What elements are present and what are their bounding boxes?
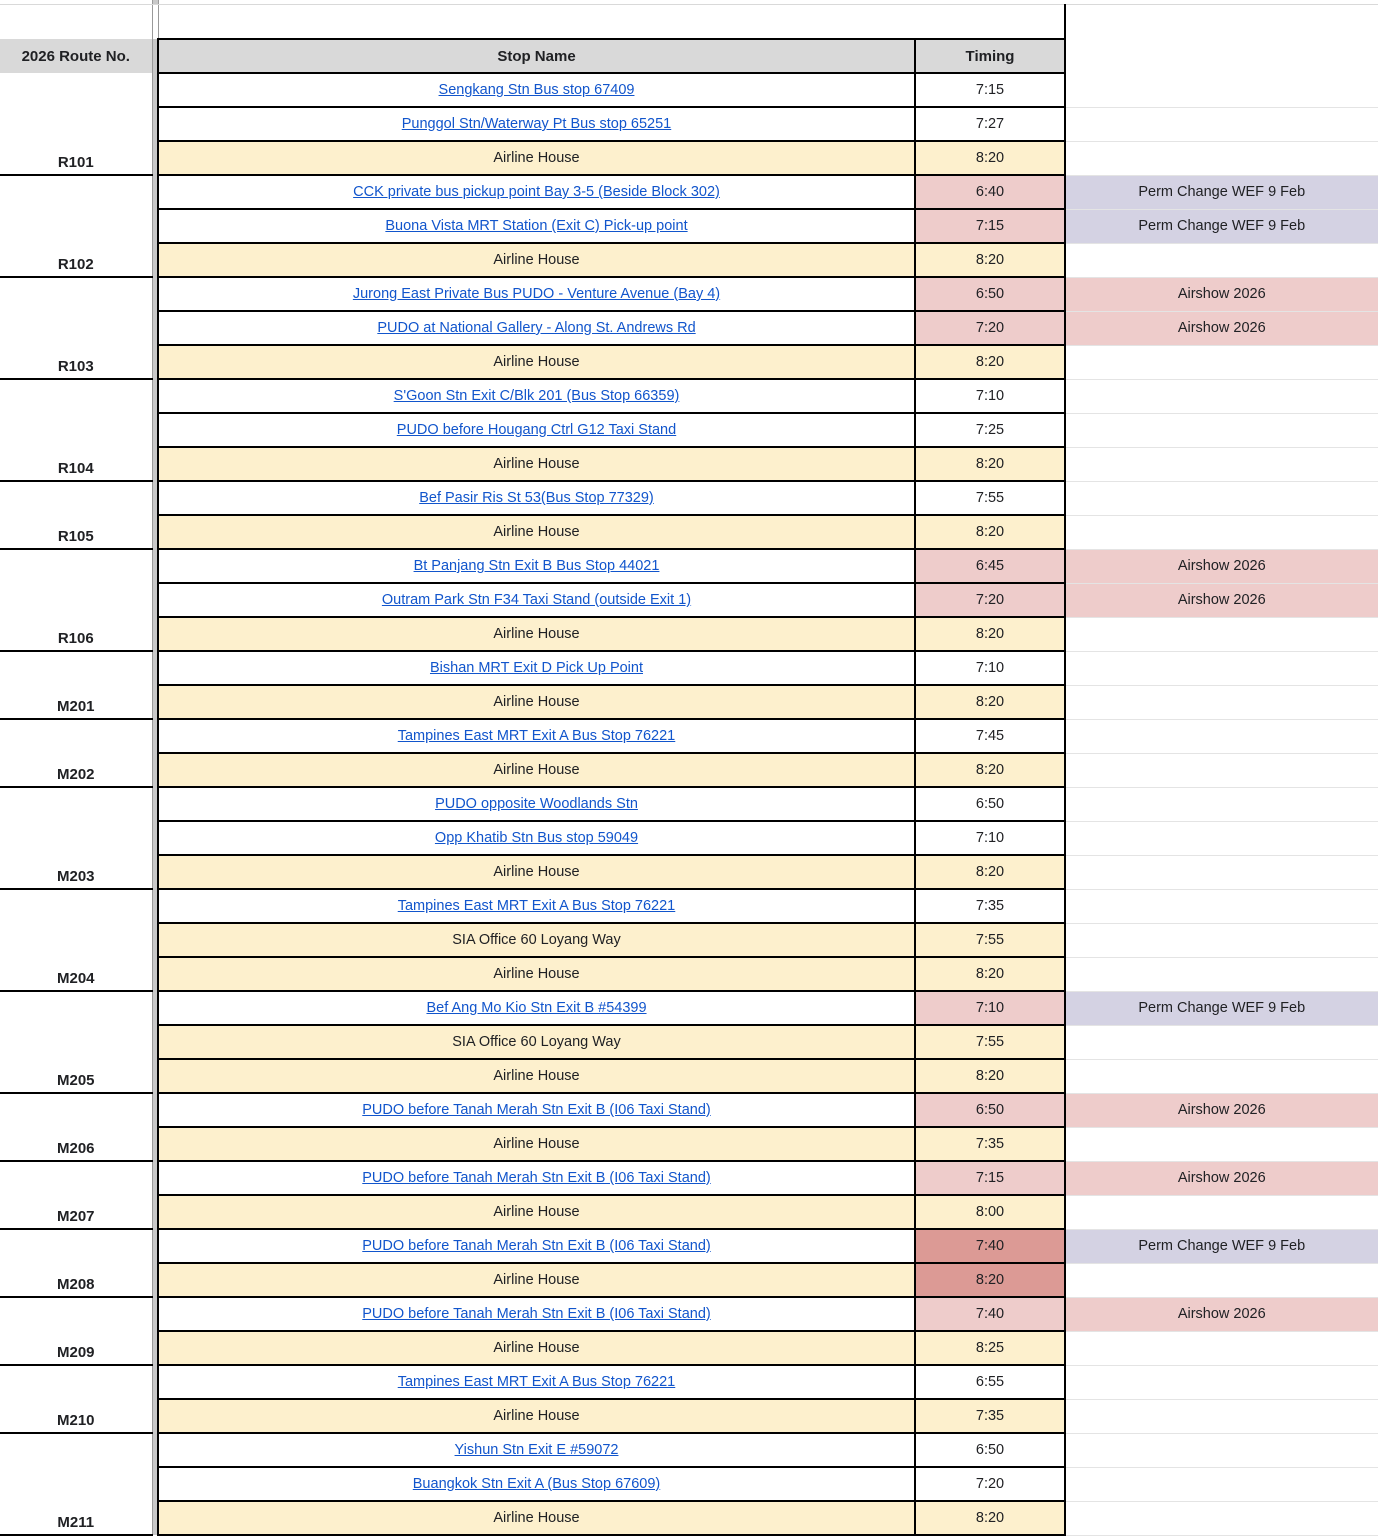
note-cell: Airshow 2026: [1065, 549, 1378, 583]
timing-cell: 7:20: [915, 583, 1065, 617]
stop-name-cell: [158, 141, 915, 175]
note-cell: [1065, 855, 1378, 889]
timing-cell: 8:20: [915, 515, 1065, 549]
stop-name-link[interactable]: PUDO at National Gallery - Along St. Andrews Rd: [377, 320, 696, 336]
stop-name-cell: [158, 1331, 915, 1365]
stop-name-link[interactable]: Opp Khatib Stn Bus stop 59049: [434, 830, 639, 846]
table-row: [0, 549, 1378, 583]
note-cell: [1065, 651, 1378, 685]
note-cell: [1065, 787, 1378, 821]
note-cell: [1065, 1059, 1378, 1093]
note-cell: [1065, 379, 1378, 413]
note-cell: [1065, 413, 1378, 447]
timing-cell: 7:20: [915, 311, 1065, 345]
stop-name-cell: [158, 685, 915, 719]
note-cell: [1065, 617, 1378, 651]
timing-cell: 6:50: [915, 1433, 1065, 1467]
timing-cell: 8:20: [915, 753, 1065, 787]
note-cell: [1065, 73, 1378, 107]
note-cell: [1065, 1399, 1378, 1433]
stop-name-cell[interactable]: [158, 1297, 915, 1331]
stop-name-cell: [158, 1501, 915, 1535]
timing-cell: 8:20: [915, 855, 1065, 889]
stop-name-cell: [158, 515, 915, 549]
stop-name-cell[interactable]: [158, 889, 915, 923]
timing-cell: 8:25: [915, 1331, 1065, 1365]
table-row: [0, 447, 1378, 481]
timing-cell: 8:20: [915, 1059, 1065, 1093]
table-row: [0, 413, 1378, 447]
timing-cell: 7:55: [915, 923, 1065, 957]
table-row: [0, 209, 1378, 243]
stop-name-cell: [158, 1059, 915, 1093]
note-cell: Airshow 2026: [1065, 1093, 1378, 1127]
stop-name-text: SIA Office 60 Loyang Way: [452, 932, 621, 948]
table-row: [0, 1127, 1378, 1161]
timing-cell: 7:20: [915, 1467, 1065, 1501]
stop-name-cell: [158, 447, 915, 481]
note-cell: [1065, 243, 1378, 277]
table-row: [0, 379, 1378, 413]
note-cell: [1065, 515, 1378, 549]
stop-name-link[interactable]: PUDO before Tanah Merah Stn Exit B (I06 Taxi Stand): [362, 1170, 711, 1186]
table-row: [0, 1025, 1378, 1059]
note-cell: Airshow 2026: [1065, 311, 1378, 345]
note-cell: [1065, 1025, 1378, 1059]
stop-name-link[interactable]: Tampines East MRT Exit A Bus Stop 76221: [397, 728, 676, 744]
stop-name-cell[interactable]: [158, 209, 915, 243]
table-row: [0, 1195, 1378, 1229]
timing-cell: 8:20: [915, 1263, 1065, 1297]
stop-name-link[interactable]: Bef Pasir Ris St 53(Bus Stop 77329): [419, 490, 654, 506]
timing-cell: 7:15: [915, 209, 1065, 243]
stop-name-cell: [158, 957, 915, 991]
table-row: [0, 1263, 1378, 1297]
table-row: [0, 991, 1378, 1025]
timing-cell: 6:45: [915, 549, 1065, 583]
note-cell: Airshow 2026: [1065, 1297, 1378, 1331]
table-row: [0, 583, 1378, 617]
timing-cell: 8:20: [915, 957, 1065, 991]
route-number-cell: R104: [0, 379, 152, 481]
note-cell: [1065, 719, 1378, 753]
stop-name-text: Airline House: [493, 252, 580, 268]
stop-name-text: SIA Office 60 Loyang Way: [452, 1034, 621, 1050]
route-number-cell: R103: [0, 277, 152, 379]
stop-name-text: Airline House: [493, 694, 580, 710]
empty-merged-title-cell: [158, 5, 1065, 40]
table-row: [0, 1467, 1378, 1501]
stop-name-link[interactable]: Bishan MRT Exit D Pick Up Point: [429, 660, 643, 676]
note-cell: [1065, 889, 1378, 923]
stop-name-cell[interactable]: [158, 1093, 915, 1127]
column-header-timing: Timing: [915, 39, 1065, 73]
stop-name-cell[interactable]: [158, 379, 915, 413]
stop-name-cell[interactable]: [158, 1433, 915, 1467]
table-row: [0, 73, 1378, 107]
note-cell: [1065, 753, 1378, 787]
table-row: [0, 889, 1378, 923]
timing-cell: 6:50: [915, 277, 1065, 311]
stop-name-cell: [158, 243, 915, 277]
stop-name-text: Airline House: [493, 1272, 580, 1288]
stop-name-cell[interactable]: [158, 481, 915, 515]
note-cell: [1065, 1263, 1378, 1297]
route-number-cell: M207: [0, 1161, 152, 1229]
table-row: [0, 1093, 1378, 1127]
column-header-route-no: 2026 Route No.: [0, 39, 152, 73]
note-cell: [1065, 1433, 1378, 1467]
route-number-cell: R106: [0, 549, 152, 651]
note-cell: Airshow 2026: [1065, 1161, 1378, 1195]
route-number-cell: M210: [0, 1365, 152, 1433]
stop-name-cell[interactable]: [158, 277, 915, 311]
route-number-cell: M208: [0, 1229, 152, 1297]
table-row: [0, 685, 1378, 719]
stop-name-text: Airline House: [493, 524, 580, 540]
table-row: [0, 515, 1378, 549]
table-row: [0, 1297, 1378, 1331]
stop-name-link[interactable]: Bt Panjang Stn Exit B Bus Stop 44021: [413, 558, 660, 574]
note-cell: [1065, 107, 1378, 141]
stop-name-text: Airline House: [493, 1510, 580, 1526]
table-row: [0, 107, 1378, 141]
column-header-notes: [1065, 39, 1378, 73]
stop-name-text: Airline House: [493, 456, 580, 472]
stop-name-text: Airline House: [493, 1408, 580, 1424]
timing-cell: 6:55: [915, 1365, 1065, 1399]
note-cell: [1065, 1195, 1378, 1229]
stop-name-cell[interactable]: [158, 1161, 915, 1195]
timing-cell: 7:27: [915, 107, 1065, 141]
stop-name-cell: [158, 1025, 915, 1059]
route-number-cell: R102: [0, 175, 152, 277]
table-row: [0, 617, 1378, 651]
stop-name-link[interactable]: Outram Park Stn F34 Taxi Stand (outside Exit 1): [381, 592, 692, 608]
table-row: [0, 1399, 1378, 1433]
note-cell: Airshow 2026: [1065, 277, 1378, 311]
note-cell: [1065, 1501, 1378, 1535]
blank-row-above-header: [0, 5, 1378, 40]
table-row: [0, 311, 1378, 345]
route-number-cell: M211: [0, 1433, 152, 1535]
stop-name-text: Airline House: [493, 1340, 580, 1356]
table-row: [0, 277, 1378, 311]
stop-name-cell: [158, 1195, 915, 1229]
table-row: [0, 787, 1378, 821]
stop-name-link[interactable]: Yishun Stn Exit E #59072: [454, 1442, 619, 1458]
timing-cell: 8:20: [915, 685, 1065, 719]
timing-cell: 8:20: [915, 345, 1065, 379]
stop-name-link[interactable]: Buona Vista MRT Station (Exit C) Pick-up point: [385, 218, 688, 234]
route-number-cell: M204: [0, 889, 152, 991]
stop-name-cell[interactable]: [158, 73, 915, 107]
timing-cell: 8:20: [915, 243, 1065, 277]
stop-name-cell[interactable]: [158, 175, 915, 209]
table-row: [0, 1059, 1378, 1093]
timing-cell: 7:10: [915, 651, 1065, 685]
timing-cell: 7:10: [915, 821, 1065, 855]
stop-name-text: Airline House: [493, 966, 580, 982]
note-cell: Perm Change WEF 9 Feb: [1065, 1229, 1378, 1263]
route-number-cell: M201: [0, 651, 152, 719]
note-cell: [1065, 481, 1378, 515]
table-header-row: [0, 39, 1378, 73]
table-row: [0, 175, 1378, 209]
stop-name-cell[interactable]: [158, 583, 915, 617]
stop-name-cell[interactable]: [158, 549, 915, 583]
timing-cell: 7:25: [915, 413, 1065, 447]
timing-cell: 8:20: [915, 1501, 1065, 1535]
stop-name-cell[interactable]: [158, 1467, 915, 1501]
stop-name-text: Airline House: [493, 864, 580, 880]
table-row: [0, 243, 1378, 277]
table-row: [0, 1365, 1378, 1399]
stop-name-link[interactable]: PUDO before Hougang Ctrl G12 Taxi Stand: [396, 422, 677, 438]
timing-cell: 8:00: [915, 1195, 1065, 1229]
table-row: [0, 855, 1378, 889]
timing-cell: 8:20: [915, 141, 1065, 175]
table-row: [0, 1501, 1378, 1535]
stop-name-cell[interactable]: [158, 821, 915, 855]
stop-name-link[interactable]: Tampines East MRT Exit A Bus Stop 76221: [397, 1374, 676, 1390]
note-cell: Airshow 2026: [1065, 583, 1378, 617]
note-cell: Perm Change WEF 9 Feb: [1065, 991, 1378, 1025]
timing-cell: 6:50: [915, 787, 1065, 821]
stop-name-cell[interactable]: [158, 311, 915, 345]
stop-name-link[interactable]: Tampines East MRT Exit A Bus Stop 76221: [397, 898, 676, 914]
stop-name-link[interactable]: Sengkang Stn Bus stop 67409: [438, 82, 635, 98]
table-row: [0, 1161, 1378, 1195]
timing-cell: 6:50: [915, 1093, 1065, 1127]
stop-name-text: Airline House: [493, 354, 580, 370]
table-row: [0, 345, 1378, 379]
route-number-cell: M202: [0, 719, 152, 787]
timing-cell: 7:55: [915, 481, 1065, 515]
timing-cell: 7:45: [915, 719, 1065, 753]
stop-name-link[interactable]: Buangkok Stn Exit A (Bus Stop 67609): [412, 1476, 661, 1492]
timing-cell: 7:35: [915, 1399, 1065, 1433]
route-number-cell: M209: [0, 1297, 152, 1365]
stop-name-text: Airline House: [493, 762, 580, 778]
stop-name-link[interactable]: S'Goon Stn Exit C/Blk 201 (Bus Stop 66359): [393, 388, 680, 404]
timing-cell: 7:10: [915, 991, 1065, 1025]
note-cell: [1065, 447, 1378, 481]
stop-name-cell[interactable]: [158, 991, 915, 1025]
stop-name-cell: [158, 1127, 915, 1161]
note-cell: [1065, 1127, 1378, 1161]
note-cell: [1065, 1365, 1378, 1399]
stop-name-cell[interactable]: [158, 787, 915, 821]
table-row: [0, 719, 1378, 753]
stop-name-link[interactable]: PUDO before Tanah Merah Stn Exit B (I06 Taxi Stand): [362, 1238, 711, 1254]
table-row: [0, 1433, 1378, 1467]
table-row: [0, 957, 1378, 991]
note-cell: Perm Change WEF 9 Feb: [1065, 209, 1378, 243]
stop-name-cell: [158, 1399, 915, 1433]
note-cell: [1065, 1467, 1378, 1501]
stop-name-link[interactable]: PUDO before Tanah Merah Stn Exit B (I06 Taxi Stand): [362, 1102, 711, 1118]
note-cell: [1065, 685, 1378, 719]
stop-name-link[interactable]: PUDO opposite Woodlands Stn: [435, 796, 638, 812]
route-number-cell: R105: [0, 481, 152, 549]
timing-cell: 7:40: [915, 1229, 1065, 1263]
table-row: [0, 1331, 1378, 1365]
timing-cell: 8:20: [915, 617, 1065, 651]
note-cell: [1065, 957, 1378, 991]
stop-name-text: Airline House: [493, 626, 580, 642]
note-cell: [1065, 1331, 1378, 1365]
table-row: [0, 753, 1378, 787]
stop-name-cell[interactable]: [158, 107, 915, 141]
note-cell: [1065, 923, 1378, 957]
stop-name-cell: [158, 617, 915, 651]
table-row: [0, 481, 1378, 515]
stop-name-link[interactable]: Punggol Stn/Waterway Pt Bus stop 65251: [401, 116, 672, 132]
timing-cell: 8:20: [915, 447, 1065, 481]
stop-name-link[interactable]: Jurong East Private Bus PUDO - Venture Avenue (Bay 4): [352, 286, 721, 302]
stop-name-text: Airline House: [493, 1204, 580, 1220]
note-cell: Perm Change WEF 9 Feb: [1065, 175, 1378, 209]
stop-name-cell: [158, 345, 915, 379]
stop-name-cell[interactable]: [158, 651, 915, 685]
stop-name-link[interactable]: PUDO before Tanah Merah Stn Exit B (I06 Taxi Stand): [362, 1306, 711, 1322]
stop-name-cell[interactable]: [158, 1365, 915, 1399]
timing-cell: 7:15: [915, 1161, 1065, 1195]
stop-name-cell: [158, 855, 915, 889]
stop-name-cell[interactable]: [158, 719, 915, 753]
timing-cell: 7:10: [915, 379, 1065, 413]
route-number-cell: M205: [0, 991, 152, 1093]
timing-cell: 7:40: [915, 1297, 1065, 1331]
stop-name-cell: [158, 923, 915, 957]
empty-notes-cell: [1065, 5, 1378, 40]
table-row: [0, 651, 1378, 685]
table-row: [0, 141, 1378, 175]
timing-cell: 7:55: [915, 1025, 1065, 1059]
table-row: [0, 821, 1378, 855]
stop-name-cell: [158, 753, 915, 787]
column-header-stop-name: Stop Name: [158, 39, 915, 73]
empty-route-cell: [0, 5, 152, 40]
timing-cell: 7:15: [915, 73, 1065, 107]
note-cell: [1065, 821, 1378, 855]
stop-name-cell[interactable]: [158, 1229, 915, 1263]
route-number-cell: R101: [0, 73, 152, 175]
stop-name-text: Airline House: [493, 1068, 580, 1084]
table-row: [0, 1229, 1378, 1263]
route-number-cell: M206: [0, 1093, 152, 1161]
timing-cell: 6:40: [915, 175, 1065, 209]
timing-cell: 7:35: [915, 889, 1065, 923]
note-cell: [1065, 141, 1378, 175]
stop-name-link[interactable]: CCK private bus pickup point Bay 3-5 (Beside Block 302): [353, 184, 720, 200]
stop-name-cell[interactable]: [158, 413, 915, 447]
stop-name-text: Airline House: [493, 1136, 580, 1152]
table-row: [0, 923, 1378, 957]
route-number-cell: M203: [0, 787, 152, 889]
timing-cell: 7:35: [915, 1127, 1065, 1161]
note-cell: [1065, 345, 1378, 379]
stop-name-link[interactable]: Bef Ang Mo Kio Stn Exit B #54399: [426, 1000, 647, 1016]
stop-name-cell: [158, 1263, 915, 1297]
stop-name-text: Airline House: [493, 150, 580, 166]
